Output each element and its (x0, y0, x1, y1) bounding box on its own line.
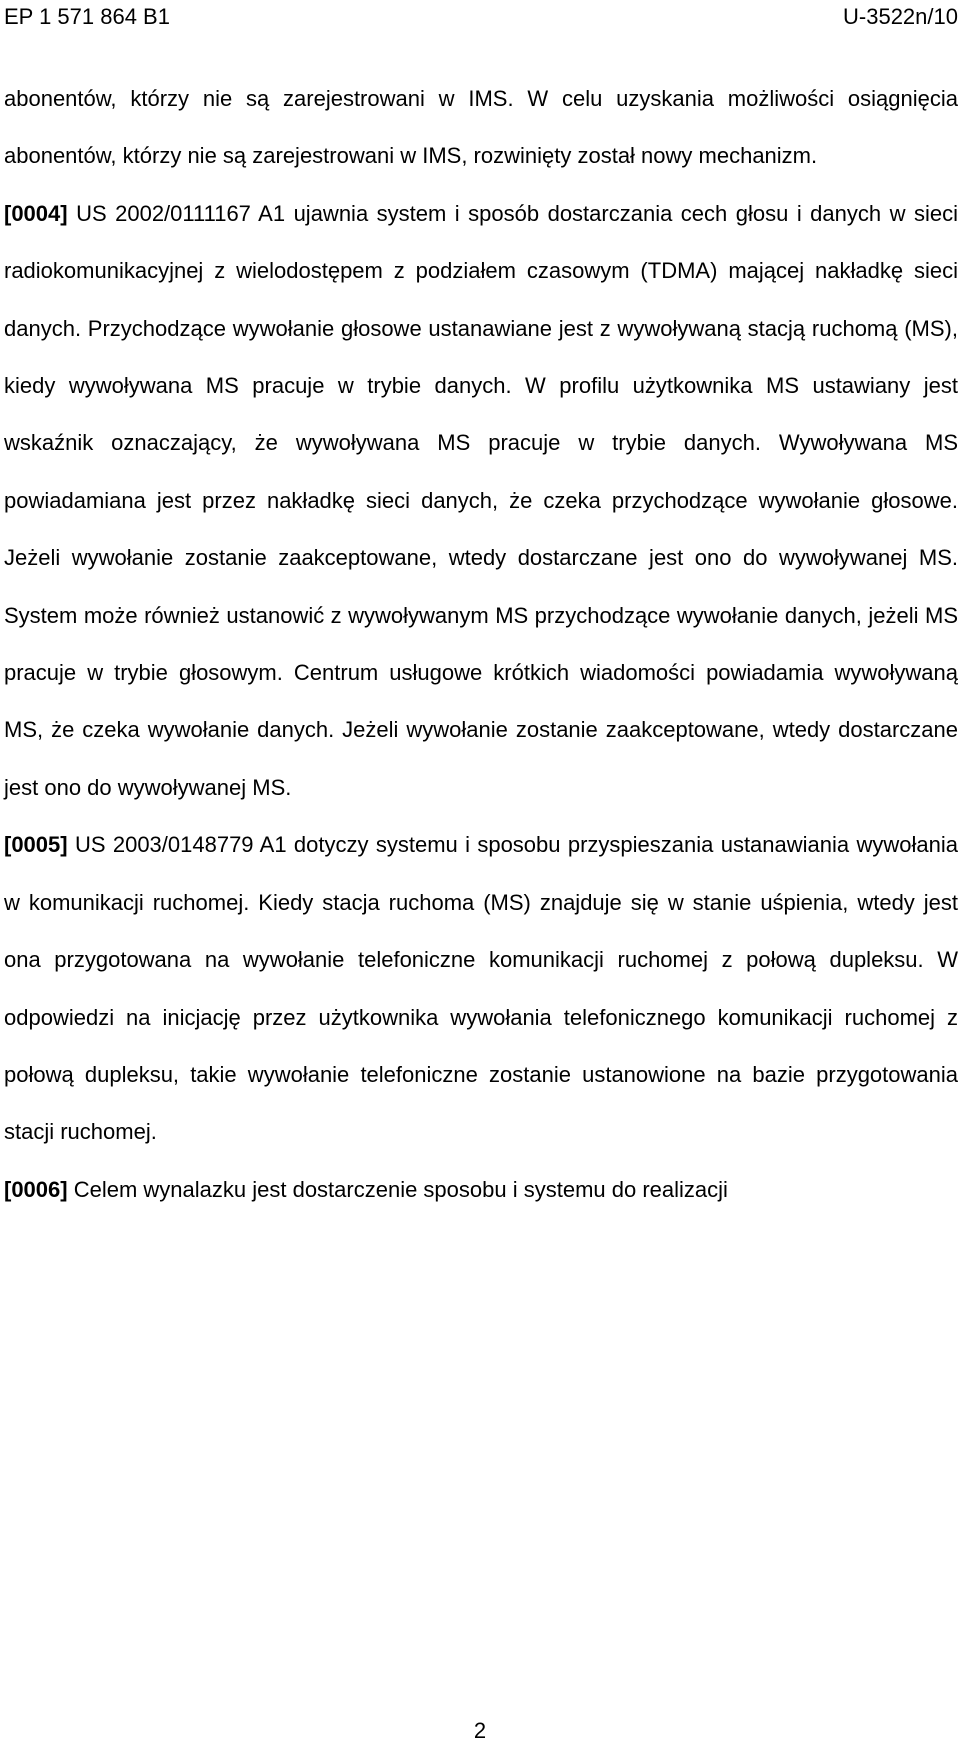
paragraph-0005 (4, 816, 958, 1160)
page-header (4, 2, 958, 32)
paragraph-0006 (4, 1161, 958, 1218)
paragraph-number: [0006] (4, 1176, 68, 1202)
paragraph-text: Celem wynalazku jest dostarczenie sposobu i systemu do realizacji (73, 1176, 728, 1202)
patent-number: EP 1 571 864 B1 (4, 4, 170, 29)
paragraph-0004 (4, 185, 958, 816)
paragraph-number: [0004] (4, 200, 68, 226)
document-body (4, 70, 958, 1218)
page-number: 2 (473, 1718, 487, 1743)
intro-paragraph: abonentów, którzy nie są zarejestrowani w IMS. W celu uzyskania możliwości osiągnięcia abonentów, którzy nie są zarejestrowani w IMS, rozwinięty został nowy mechanizm. (4, 86, 958, 169)
document-reference: U-3522n/10 (843, 4, 958, 29)
paragraph-text: US 2003/0148779 A1 dotyczy systemu i sposobu przyspieszania ustanawiania wywołania w komunikacji ruchomej. Kiedy stacja ruchoma (MS) znajduje się w stanie uśpienia, wtedy jest ona przygotowana na wywołanie telefoniczne komunikacji ruchomej z połową dupleksu. W odpowiedzi na inicjację przez użytkownika wywołania telefonicznego komunikacji ruchomej z połową dupleksu, takie wywołanie telefoniczne zostanie ustanowione na bazie przygotowania stacji ruchomej. (4, 832, 958, 1145)
paragraph-text: US 2002/0111167 A1 ujawnia system i sposób dostarczania cech głosu i danych w sieci radiokomunikacyjnej z wielodostępem z podziałem czasowym (TDMA) mającej nakładkę sieci danych. Przychodzące wywołanie głosowe ustanawiane jest z wywoływaną stacją ruchomą (MS), kiedy wywoływana MS pracuje w trybie danych. W profilu użytkownika MS ustawiany jest wskaźnik oznaczający, że wywoływana MS pracuje w trybie danych. Wywoływana MS powiadamiana jest przez nakładkę sieci danych, że czeka przychodzące wywołanie głosowe. Jeżeli wywołanie zostanie zaakceptowane, wtedy dostarczane jest ono do wywoływanej MS. System może również ustanowić z wywoływanym MS przychodzące wywołanie danych, jeżeli MS pracuje w trybie głosowym. Centrum usługowe krótkich wiadomości powiadamia wywoływaną MS, że czeka wywołanie danych. Jeżeli wywołanie zostanie zaakceptowane, wtedy dostarczane jest ono do wywoływanej MS. (4, 200, 958, 800)
paragraph-number: [0005] (4, 832, 68, 858)
